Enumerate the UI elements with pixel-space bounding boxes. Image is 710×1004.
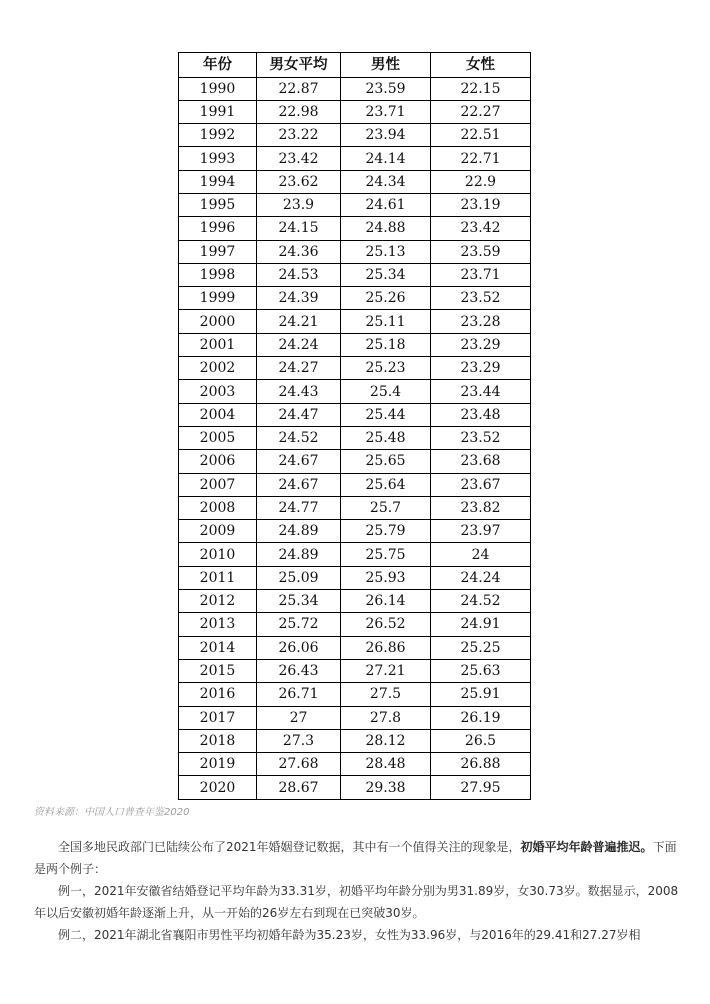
cell-average: 22.98 (257, 100, 341, 123)
cell-year: 1999 (179, 287, 257, 310)
table-row (179, 543, 531, 566)
cell-female: 23.29 (431, 357, 531, 380)
cell-average: 26.06 (257, 636, 341, 659)
table-row (179, 706, 531, 729)
cell-female: 24.24 (431, 566, 531, 589)
cell-female: 23.67 (431, 473, 531, 496)
cell-female: 22.15 (431, 77, 531, 100)
table-row (179, 240, 531, 263)
cell-year: 1991 (179, 100, 257, 123)
cell-male: 23.94 (341, 124, 431, 147)
cell-female: 23.71 (431, 263, 531, 286)
table-row (179, 590, 531, 613)
cell-year: 2010 (179, 543, 257, 566)
paragraph-example-2: 例二，2021年湖北省襄阳市男性平均初婚年龄为35.23岁，女性为33.96岁，与2016年的29.41和27.27岁相 (58, 928, 641, 942)
cell-female: 23.59 (431, 240, 531, 263)
cell-female: 24.91 (431, 613, 531, 636)
cell-average: 24.21 (257, 310, 341, 333)
cell-average: 28.67 (257, 776, 341, 799)
cell-year: 1997 (179, 240, 257, 263)
cell-male: 25.75 (341, 543, 431, 566)
table-row (179, 217, 531, 240)
cell-female: 22.27 (431, 100, 531, 123)
cell-year: 2012 (179, 590, 257, 613)
table-row (179, 729, 531, 752)
table-row (179, 473, 531, 496)
cell-male: 28.12 (341, 729, 431, 752)
intro-tail: 下面是两个例子： (34, 840, 677, 876)
cell-average: 24.39 (257, 287, 341, 310)
cell-male: 24.34 (341, 170, 431, 193)
cell-year: 1993 (179, 147, 257, 170)
cell-year: 2013 (179, 613, 257, 636)
cell-female: 24 (431, 543, 531, 566)
cell-average: 26.71 (257, 683, 341, 706)
cell-female: 23.68 (431, 450, 531, 473)
table-row (179, 287, 531, 310)
cell-male: 24.14 (341, 147, 431, 170)
cell-year: 2020 (179, 776, 257, 799)
cell-female: 25.63 (431, 659, 531, 682)
cell-female: 25.91 (431, 683, 531, 706)
cell-year: 1998 (179, 263, 257, 286)
table-row (179, 380, 531, 403)
table-row (179, 403, 531, 426)
cell-female: 22.51 (431, 124, 531, 147)
header-female: 女性 (431, 53, 531, 78)
table-row (179, 659, 531, 682)
cell-year: 1992 (179, 124, 257, 147)
table-row (179, 124, 531, 147)
cell-year: 2001 (179, 333, 257, 356)
cell-female: 23.52 (431, 426, 531, 449)
cell-average: 24.89 (257, 543, 341, 566)
cell-female: 25.25 (431, 636, 531, 659)
cell-year: 2002 (179, 357, 257, 380)
cell-female: 24.52 (431, 590, 531, 613)
cell-average: 23.22 (257, 124, 341, 147)
table-row (179, 683, 531, 706)
cell-male: 24.88 (341, 217, 431, 240)
table-row (179, 333, 531, 356)
cell-male: 28.48 (341, 753, 431, 776)
cell-average: 24.52 (257, 426, 341, 449)
cell-female: 26.19 (431, 706, 531, 729)
cell-female: 23.44 (431, 380, 531, 403)
cell-average: 23.62 (257, 170, 341, 193)
cell-female: 23.42 (431, 217, 531, 240)
cell-male: 25.13 (341, 240, 431, 263)
cell-male: 24.61 (341, 193, 431, 216)
table-row (179, 170, 531, 193)
cell-year: 1994 (179, 170, 257, 193)
cell-year: 2009 (179, 520, 257, 543)
cell-year: 2005 (179, 426, 257, 449)
cell-average: 24.67 (257, 450, 341, 473)
table-row (179, 776, 531, 799)
cell-average: 25.72 (257, 613, 341, 636)
cell-average: 25.34 (257, 590, 341, 613)
table-row (179, 263, 531, 286)
cell-average: 24.77 (257, 496, 341, 519)
table-row (179, 450, 531, 473)
cell-female: 23.97 (431, 520, 531, 543)
table-row (179, 636, 531, 659)
cell-male: 26.86 (341, 636, 431, 659)
cell-male: 25.26 (341, 287, 431, 310)
table-row (179, 193, 531, 216)
header-male: 男性 (341, 53, 431, 78)
cell-male: 25.64 (341, 473, 431, 496)
cell-year: 2006 (179, 450, 257, 473)
cell-male: 25.65 (341, 450, 431, 473)
table-row (179, 753, 531, 776)
cell-male: 25.34 (341, 263, 431, 286)
cell-average: 24.67 (257, 473, 341, 496)
cell-female: 22.71 (431, 147, 531, 170)
cell-female: 27.95 (431, 776, 531, 799)
cell-female: 26.88 (431, 753, 531, 776)
cell-average: 24.89 (257, 520, 341, 543)
cell-year: 2008 (179, 496, 257, 519)
cell-average: 22.87 (257, 77, 341, 100)
cell-average: 27.68 (257, 753, 341, 776)
cell-average: 24.27 (257, 357, 341, 380)
cell-male: 25.4 (341, 380, 431, 403)
table-row (179, 566, 531, 589)
cell-year: 2016 (179, 683, 257, 706)
cell-average: 24.47 (257, 403, 341, 426)
cell-average: 23.42 (257, 147, 341, 170)
table-row (179, 520, 531, 543)
cell-year: 2007 (179, 473, 257, 496)
cell-average: 27 (257, 706, 341, 729)
cell-male: 25.44 (341, 403, 431, 426)
table-row (179, 357, 531, 380)
data-source-note: 资料来源：中国人口普查年鉴2020 (34, 807, 190, 818)
cell-male: 26.52 (341, 613, 431, 636)
cell-average: 25.09 (257, 566, 341, 589)
table-row (179, 77, 531, 100)
cell-year: 1995 (179, 193, 257, 216)
cell-female: 23.28 (431, 310, 531, 333)
intro-highlight: 初婚平均年龄普遍推迟。 (520, 840, 653, 854)
cell-male: 29.38 (341, 776, 431, 799)
paragraph-example-1: 例一，2021年安徽省结婚登记平均年龄为33.31岁，初婚平均年龄分别为男31.89岁，女30.73岁。数据显示，2008年以后安徽初婚年龄逐渐上升，从一开始的26岁左右到现在已突破30岁。 (34, 884, 679, 920)
cell-female: 23.52 (431, 287, 531, 310)
cell-year: 1990 (179, 77, 257, 100)
cell-year: 2015 (179, 659, 257, 682)
table-header-row (179, 53, 531, 78)
cell-average: 24.53 (257, 263, 341, 286)
cell-male: 25.11 (341, 310, 431, 333)
cell-male: 26.14 (341, 590, 431, 613)
cell-male: 23.71 (341, 100, 431, 123)
header-average: 男女平均 (257, 53, 341, 78)
cell-male: 25.79 (341, 520, 431, 543)
cell-male: 27.5 (341, 683, 431, 706)
cell-female: 23.19 (431, 193, 531, 216)
cell-year: 2017 (179, 706, 257, 729)
cell-year: 2019 (179, 753, 257, 776)
cell-year: 2011 (179, 566, 257, 589)
cell-male: 25.23 (341, 357, 431, 380)
cell-female: 23.29 (431, 333, 531, 356)
cell-year: 2000 (179, 310, 257, 333)
cell-female: 23.48 (431, 403, 531, 426)
cell-male: 27.21 (341, 659, 431, 682)
cell-year: 2018 (179, 729, 257, 752)
table-row (179, 147, 531, 170)
cell-male: 25.93 (341, 566, 431, 589)
table-row (179, 426, 531, 449)
cell-average: 24.36 (257, 240, 341, 263)
paragraph-intro (34, 836, 682, 880)
cell-year: 2004 (179, 403, 257, 426)
table-row (179, 613, 531, 636)
table-row (179, 310, 531, 333)
cell-average: 23.9 (257, 193, 341, 216)
cell-average: 24.15 (257, 217, 341, 240)
cell-female: 26.5 (431, 729, 531, 752)
table-row (179, 496, 531, 519)
cell-female: 22.9 (431, 170, 531, 193)
cell-male: 27.8 (341, 706, 431, 729)
cell-year: 1996 (179, 217, 257, 240)
cell-average: 27.3 (257, 729, 341, 752)
cell-female: 23.82 (431, 496, 531, 519)
cell-male: 25.18 (341, 333, 431, 356)
cell-male: 23.59 (341, 77, 431, 100)
table-row (179, 100, 531, 123)
cell-average: 24.24 (257, 333, 341, 356)
cell-year: 2014 (179, 636, 257, 659)
header-year: 年份 (179, 53, 257, 78)
cell-average: 26.43 (257, 659, 341, 682)
intro-text: 全国多地民政部门已陆续公布了2021年婚姻登记数据，其中有一个值得关注的现象是， (58, 840, 521, 854)
marriage-age-table (178, 52, 531, 800)
cell-average: 24.43 (257, 380, 341, 403)
cell-male: 25.48 (341, 426, 431, 449)
cell-year: 2003 (179, 380, 257, 403)
cell-male: 25.7 (341, 496, 431, 519)
